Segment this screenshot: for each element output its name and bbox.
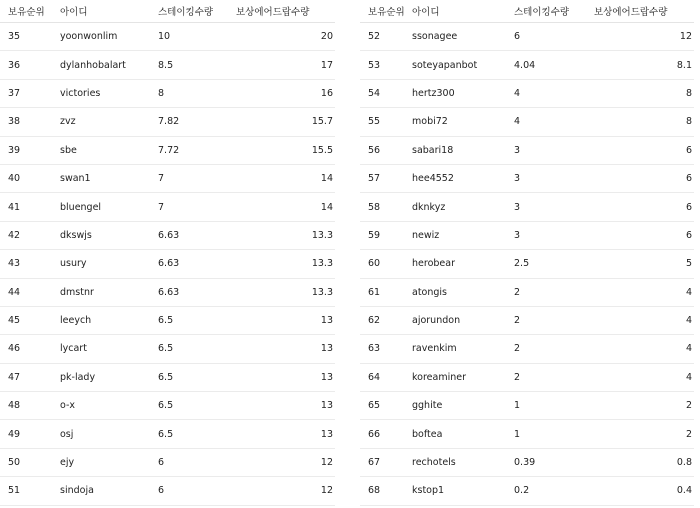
table-row (360, 193, 694, 221)
user-id-cell: usury (52, 250, 150, 278)
rank-cell: 56 (360, 136, 404, 164)
stake-amount-cell: 6.5 (150, 306, 228, 334)
table-body-left (0, 23, 335, 506)
rank-cell: 45 (0, 306, 52, 334)
reward-amount-cell: 0.4 (586, 477, 694, 505)
header-reward: 보상에어드랍수량 (586, 0, 694, 23)
rank-cell: 38 (0, 108, 52, 136)
reward-amount-cell: 15.5 (228, 136, 335, 164)
reward-amount-cell: 8 (586, 79, 694, 107)
reward-amount-cell: 13 (228, 306, 335, 334)
stake-amount-cell: 7 (150, 193, 228, 221)
reward-amount-cell: 14 (228, 193, 335, 221)
table-row (360, 392, 694, 420)
table-row (360, 108, 694, 136)
rank-cell: 61 (360, 278, 404, 306)
rank-cell: 59 (360, 221, 404, 249)
rank-cell: 37 (0, 79, 52, 107)
table-row (0, 79, 335, 107)
user-id-cell: bluengel (52, 193, 150, 221)
user-id-cell: pk-lady (52, 363, 150, 391)
user-id-cell: herobear (404, 250, 506, 278)
reward-amount-cell: 0.8 (586, 448, 694, 476)
user-id-cell: o-x (52, 392, 150, 420)
rank-cell: 58 (360, 193, 404, 221)
user-id-cell: dylanhobalart (52, 51, 150, 79)
ranking-table-right (360, 0, 694, 506)
stake-amount-cell: 6.63 (150, 221, 228, 249)
user-id-cell: lycart (52, 335, 150, 363)
stake-amount-cell: 1 (506, 420, 586, 448)
rank-cell: 44 (0, 278, 52, 306)
reward-amount-cell: 13.3 (228, 278, 335, 306)
table-row (360, 23, 694, 51)
user-id-cell: leeych (52, 306, 150, 334)
table-row (360, 278, 694, 306)
stake-amount-cell: 3 (506, 221, 586, 249)
stake-amount-cell: 1 (506, 392, 586, 420)
table-body-right (360, 23, 694, 506)
stake-amount-cell: 4 (506, 79, 586, 107)
table-row (360, 420, 694, 448)
user-id-cell: victories (52, 79, 150, 107)
user-id-cell: hertz300 (404, 79, 506, 107)
user-id-cell: sindoja (52, 477, 150, 505)
rank-cell: 60 (360, 250, 404, 278)
table-row (360, 448, 694, 476)
rank-cell: 63 (360, 335, 404, 363)
reward-amount-cell: 17 (228, 51, 335, 79)
header-row (0, 0, 335, 23)
rank-cell: 50 (0, 448, 52, 476)
user-id-cell: dmstnr (52, 278, 150, 306)
stake-amount-cell: 6.63 (150, 278, 228, 306)
user-id-cell: koreaminer (404, 363, 506, 391)
table-row (0, 335, 335, 363)
header-stake: 스테이킹수량 (150, 0, 228, 23)
reward-amount-cell: 6 (586, 221, 694, 249)
header-row (360, 0, 694, 23)
stake-amount-cell: 2 (506, 335, 586, 363)
rank-cell: 48 (0, 392, 52, 420)
stake-amount-cell: 3 (506, 193, 586, 221)
reward-amount-cell: 4 (586, 335, 694, 363)
table-row (0, 136, 335, 164)
stake-amount-cell: 2.5 (506, 250, 586, 278)
rank-cell: 49 (0, 420, 52, 448)
rank-cell: 54 (360, 79, 404, 107)
reward-amount-cell: 8.1 (586, 51, 694, 79)
stake-amount-cell: 4 (506, 108, 586, 136)
reward-amount-cell: 2 (586, 392, 694, 420)
user-id-cell: zvz (52, 108, 150, 136)
reward-amount-cell: 5 (586, 250, 694, 278)
user-id-cell: soteyapanbot (404, 51, 506, 79)
user-id-cell: sbe (52, 136, 150, 164)
table-row (0, 250, 335, 278)
table-row (0, 23, 335, 51)
header-reward: 보상에어드랍수량 (228, 0, 335, 23)
stake-amount-cell: 0.39 (506, 448, 586, 476)
table-row (360, 363, 694, 391)
rank-cell: 47 (0, 363, 52, 391)
reward-amount-cell: 2 (586, 420, 694, 448)
rank-cell: 52 (360, 23, 404, 51)
rank-cell: 62 (360, 306, 404, 334)
stake-amount-cell: 3 (506, 136, 586, 164)
table-row (360, 335, 694, 363)
user-id-cell: sabari18 (404, 136, 506, 164)
stake-amount-cell: 7 (150, 164, 228, 192)
stake-amount-cell: 6.5 (150, 363, 228, 391)
table-row (360, 477, 694, 505)
reward-amount-cell: 13 (228, 363, 335, 391)
reward-amount-cell: 13 (228, 392, 335, 420)
table-row (0, 108, 335, 136)
stake-amount-cell: 0.2 (506, 477, 586, 505)
rank-cell: 40 (0, 164, 52, 192)
header-id: 아이디 (52, 0, 150, 23)
stake-amount-cell: 10 (150, 23, 228, 51)
stake-amount-cell: 6.5 (150, 392, 228, 420)
user-id-cell: dknkyz (404, 193, 506, 221)
user-id-cell: ssonagee (404, 23, 506, 51)
rank-cell: 65 (360, 392, 404, 420)
table-row (360, 164, 694, 192)
reward-amount-cell: 14 (228, 164, 335, 192)
rank-cell: 57 (360, 164, 404, 192)
stake-amount-cell: 4.04 (506, 51, 586, 79)
stake-amount-cell: 8 (150, 79, 228, 107)
user-id-cell: atongis (404, 278, 506, 306)
reward-amount-cell: 13.3 (228, 221, 335, 249)
stake-amount-cell: 8.5 (150, 51, 228, 79)
table-row (360, 250, 694, 278)
reward-amount-cell: 12 (228, 448, 335, 476)
table-row (0, 363, 335, 391)
header-rank: 보유순위 (360, 0, 404, 23)
user-id-cell: ravenkim (404, 335, 506, 363)
reward-amount-cell: 12 (586, 23, 694, 51)
table-row (0, 448, 335, 476)
user-id-cell: ajorundon (404, 306, 506, 334)
user-id-cell: yoonwonlim (52, 23, 150, 51)
table-row (0, 306, 335, 334)
reward-amount-cell: 6 (586, 193, 694, 221)
reward-amount-cell: 20 (228, 23, 335, 51)
user-id-cell: ejy (52, 448, 150, 476)
rank-cell: 66 (360, 420, 404, 448)
stake-amount-cell: 7.72 (150, 136, 228, 164)
reward-amount-cell: 16 (228, 79, 335, 107)
table-row (360, 221, 694, 249)
table-row (360, 51, 694, 79)
table-row (0, 420, 335, 448)
rank-cell: 41 (0, 193, 52, 221)
table-row (360, 136, 694, 164)
user-id-cell: swan1 (52, 164, 150, 192)
reward-amount-cell: 8 (586, 108, 694, 136)
reward-amount-cell: 15.7 (228, 108, 335, 136)
reward-amount-cell: 13 (228, 420, 335, 448)
header-id: 아이디 (404, 0, 506, 23)
user-id-cell: mobi72 (404, 108, 506, 136)
user-id-cell: kstop1 (404, 477, 506, 505)
user-id-cell: rechotels (404, 448, 506, 476)
header-rank: 보유순위 (0, 0, 52, 23)
table-row (0, 51, 335, 79)
rank-cell: 42 (0, 221, 52, 249)
rank-cell: 43 (0, 250, 52, 278)
rank-cell: 46 (0, 335, 52, 363)
reward-amount-cell: 13.3 (228, 250, 335, 278)
rank-cell: 67 (360, 448, 404, 476)
table-row (0, 193, 335, 221)
rank-cell: 36 (0, 51, 52, 79)
stake-amount-cell: 6 (150, 448, 228, 476)
reward-amount-cell: 4 (586, 306, 694, 334)
reward-amount-cell: 6 (586, 136, 694, 164)
rank-cell: 35 (0, 23, 52, 51)
stake-amount-cell: 6.5 (150, 420, 228, 448)
stake-amount-cell: 7.82 (150, 108, 228, 136)
table-row (360, 79, 694, 107)
header-stake: 스테이킹수량 (506, 0, 586, 23)
user-id-cell: boftea (404, 420, 506, 448)
rank-cell: 64 (360, 363, 404, 391)
stake-amount-cell: 2 (506, 278, 586, 306)
rank-cell: 53 (360, 51, 404, 79)
reward-amount-cell: 6 (586, 164, 694, 192)
user-id-cell: gghite (404, 392, 506, 420)
stake-amount-cell: 3 (506, 164, 586, 192)
reward-amount-cell: 4 (586, 363, 694, 391)
reward-amount-cell: 4 (586, 278, 694, 306)
table-row (0, 278, 335, 306)
stake-amount-cell: 6 (150, 477, 228, 505)
user-id-cell: newiz (404, 221, 506, 249)
ranking-table-left (0, 0, 335, 506)
reward-amount-cell: 13 (228, 335, 335, 363)
table-row (0, 221, 335, 249)
stake-amount-cell: 6.63 (150, 250, 228, 278)
rank-cell: 68 (360, 477, 404, 505)
reward-amount-cell: 12 (228, 477, 335, 505)
user-id-cell: dkswjs (52, 221, 150, 249)
table-row (0, 392, 335, 420)
rank-cell: 39 (0, 136, 52, 164)
user-id-cell: osj (52, 420, 150, 448)
table-row (360, 306, 694, 334)
rank-cell: 51 (0, 477, 52, 505)
stake-amount-cell: 2 (506, 306, 586, 334)
stake-amount-cell: 6 (506, 23, 586, 51)
stake-amount-cell: 2 (506, 363, 586, 391)
table-row (0, 477, 335, 505)
table-row (0, 164, 335, 192)
rank-cell: 55 (360, 108, 404, 136)
stake-amount-cell: 6.5 (150, 335, 228, 363)
user-id-cell: hee4552 (404, 164, 506, 192)
